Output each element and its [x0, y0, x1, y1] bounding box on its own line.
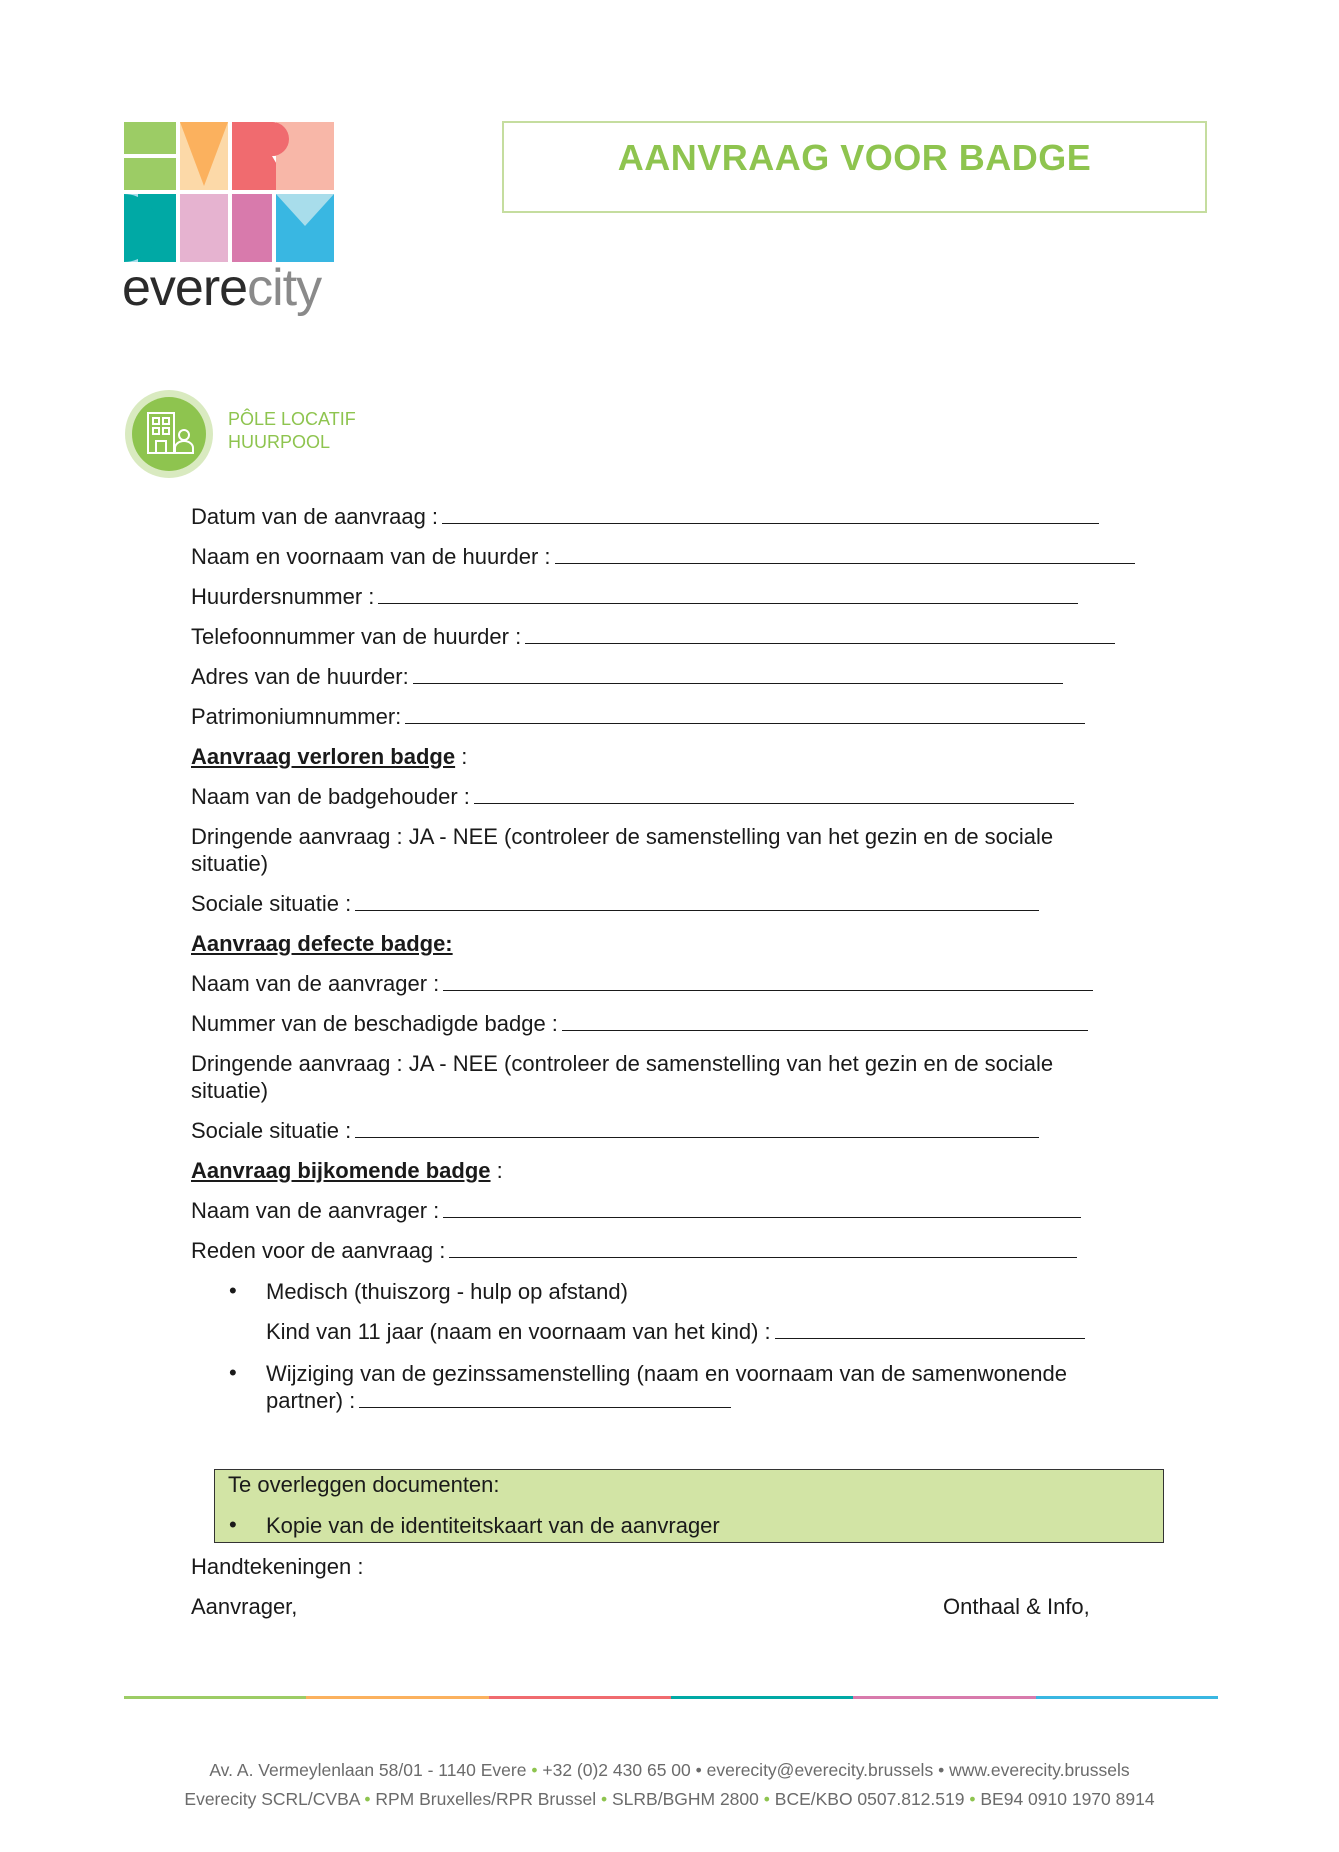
defect-aanvrager-input-line[interactable] [443, 971, 1093, 991]
footer-slrb: SLRB/BGHM 2800 [612, 1789, 759, 1809]
everecity-wordmark [122, 259, 322, 317]
section-heading: Aanvraag defecte badge: [191, 931, 453, 956]
footer-address-line: Av. A. Vermeylenlaan 58/01 - 1140 Evere • +32 (0)2 430 65 00 • everecity@everecity.brussels • www.everecity.brussels [209, 1760, 1130, 1780]
defect-dringend: Dringende aanvraag : JA - NEE (controleer de samenstelling van het gezin en de sociale situatie) [191, 1051, 1054, 1103]
bullet-wijziging [266, 1360, 1126, 1414]
field-patrimonium [191, 703, 1085, 730]
field-label: Naam en voornaam van de huurder : [191, 544, 551, 569]
field-badgehouder [191, 783, 1074, 810]
footer-legal-line: Everecity SCRL/CVBA • RPM Bruxelles/RPR Brussel • SLRB/BGHM 2800 • BCE/KBO 0507.812.519 • BE94 0910 1970 8914 [184, 1789, 1155, 1809]
field-label: Adres van de huurder: [191, 664, 409, 689]
badgehouder-input-line[interactable] [474, 784, 1074, 804]
footer-company: Everecity SCRL/CVBA [184, 1789, 360, 1809]
field-label: Naam van de aanvrager : [191, 1198, 440, 1223]
rule-segment [489, 1696, 671, 1699]
lost-dringend: Dringende aanvraag : JA - NEE (controleer de samenstelling van het gezin en de sociale situatie) [191, 824, 1054, 876]
lost-sociale-input-line[interactable] [355, 891, 1039, 911]
field-label: Telefoonnummer van de huurder : [191, 624, 522, 649]
field-telefoon [191, 623, 1115, 650]
rule-segment [124, 1696, 306, 1699]
footer-color-rule [124, 1696, 1218, 1699]
field-defect-aanvrager [191, 970, 1093, 997]
field-label: Naam van de aanvrager : [191, 971, 440, 996]
footer-bce: BCE/KBO 0507.812.519 [774, 1789, 965, 1809]
telefoon-input-line[interactable] [525, 624, 1115, 644]
bullet-dot: • [229, 1360, 237, 1385]
field-label: Huurdersnummer : [191, 584, 375, 609]
field-defect-sociale [191, 1117, 1039, 1144]
everecity-logo-mark [124, 122, 334, 262]
field-label: Datum van de aanvraag : [191, 504, 439, 529]
field-label: Sociale situatie : [191, 1118, 352, 1143]
section-suffix: : [490, 1158, 503, 1183]
patrimonium-input-line[interactable] [405, 704, 1085, 724]
extra-reden-input-line[interactable] [449, 1238, 1077, 1258]
section-suffix: : [455, 744, 468, 769]
field-label: Reden voor de aanvraag : [191, 1238, 446, 1263]
section-heading: Aanvraag bijkomende badge [191, 1158, 491, 1183]
kind-input-line[interactable] [775, 1319, 1085, 1339]
defect-nummer-input-line[interactable] [562, 1011, 1088, 1031]
rule-segment [853, 1696, 1035, 1699]
section-defect [191, 930, 453, 957]
section-heading: Aanvraag verloren badge [191, 744, 456, 769]
field-label: Wijziging van de gezinssamenstelling (naam en voornaam van de samenwonende partner) : [266, 1361, 1068, 1413]
signature-aanvrager: Aanvrager, [191, 1594, 298, 1619]
field-lost-sociale [191, 890, 1039, 917]
rule-segment [1036, 1696, 1218, 1699]
pole-line-2: HUURPOOL [228, 432, 331, 452]
footer-rpm: RPM Bruxelles/RPR Brussel [375, 1789, 597, 1809]
rule-segment [671, 1696, 853, 1699]
field-defect-nummer [191, 1010, 1088, 1037]
footer-iban: BE94 0910 1970 8914 [980, 1789, 1155, 1809]
field-huurdersnummer [191, 583, 1078, 610]
building-person-icon [124, 389, 214, 479]
page-title: AANVRAAG VOOR BADGE [617, 137, 1092, 178]
naam-huurder-input-line[interactable] [555, 544, 1135, 564]
pole-label [228, 408, 356, 454]
bullet-dot: • [229, 1278, 237, 1303]
huurdersnummer-input-line[interactable] [378, 584, 1078, 604]
rule-segment [306, 1696, 488, 1699]
field-naam-huurder [191, 543, 1135, 570]
footer-website[interactable]: www.everecity.brussels [949, 1760, 1130, 1780]
footer-address: Av. A. Vermeylenlaan 58/01 - 1140 Evere [209, 1760, 527, 1780]
extra-aanvrager-input-line[interactable] [443, 1198, 1081, 1218]
documents-item: Kopie van de identiteitskaart van de aanvrager [266, 1513, 720, 1538]
bullet-dot: • [229, 1512, 237, 1537]
footer-phone: +32 (0)2 430 65 00 [542, 1760, 691, 1780]
field-adres [191, 663, 1063, 690]
defect-sociale-input-line[interactable] [355, 1118, 1039, 1138]
field-datum [191, 503, 1099, 530]
signature-onthaal: Onthaal & Info, [943, 1594, 1090, 1619]
field-label: Nummer van de beschadigde badge : [191, 1011, 558, 1036]
field-label: Patrimoniumnummer: [191, 704, 402, 729]
datum-input-line[interactable] [442, 504, 1099, 524]
adres-input-line[interactable] [413, 664, 1063, 684]
field-extra-aanvrager [191, 1197, 1081, 1224]
wordmark-dark: evere [122, 259, 248, 317]
field-label: Naam van de badgehouder : [191, 784, 470, 809]
field-kind [266, 1318, 1085, 1345]
footer-email[interactable]: everecity@everecity.brussels [706, 1760, 934, 1780]
partner-input-line[interactable] [359, 1388, 731, 1408]
documents-heading: Te overleggen documenten: [228, 1472, 500, 1497]
field-extra-reden [191, 1237, 1077, 1264]
section-lost [191, 743, 467, 770]
field-label: Kind van 11 jaar (naam en voornaam van het kind) : [266, 1319, 771, 1344]
field-label: Sociale situatie : [191, 891, 352, 916]
bullet-medisch: Medisch (thuiszorg - hulp op afstand) [266, 1279, 628, 1304]
pole-line-1: PÔLE LOCATIF [228, 409, 356, 429]
signatures-label: Handtekeningen : [191, 1554, 364, 1579]
title-box [502, 121, 1207, 213]
wordmark-light: city [247, 259, 322, 317]
section-extra [191, 1157, 503, 1184]
